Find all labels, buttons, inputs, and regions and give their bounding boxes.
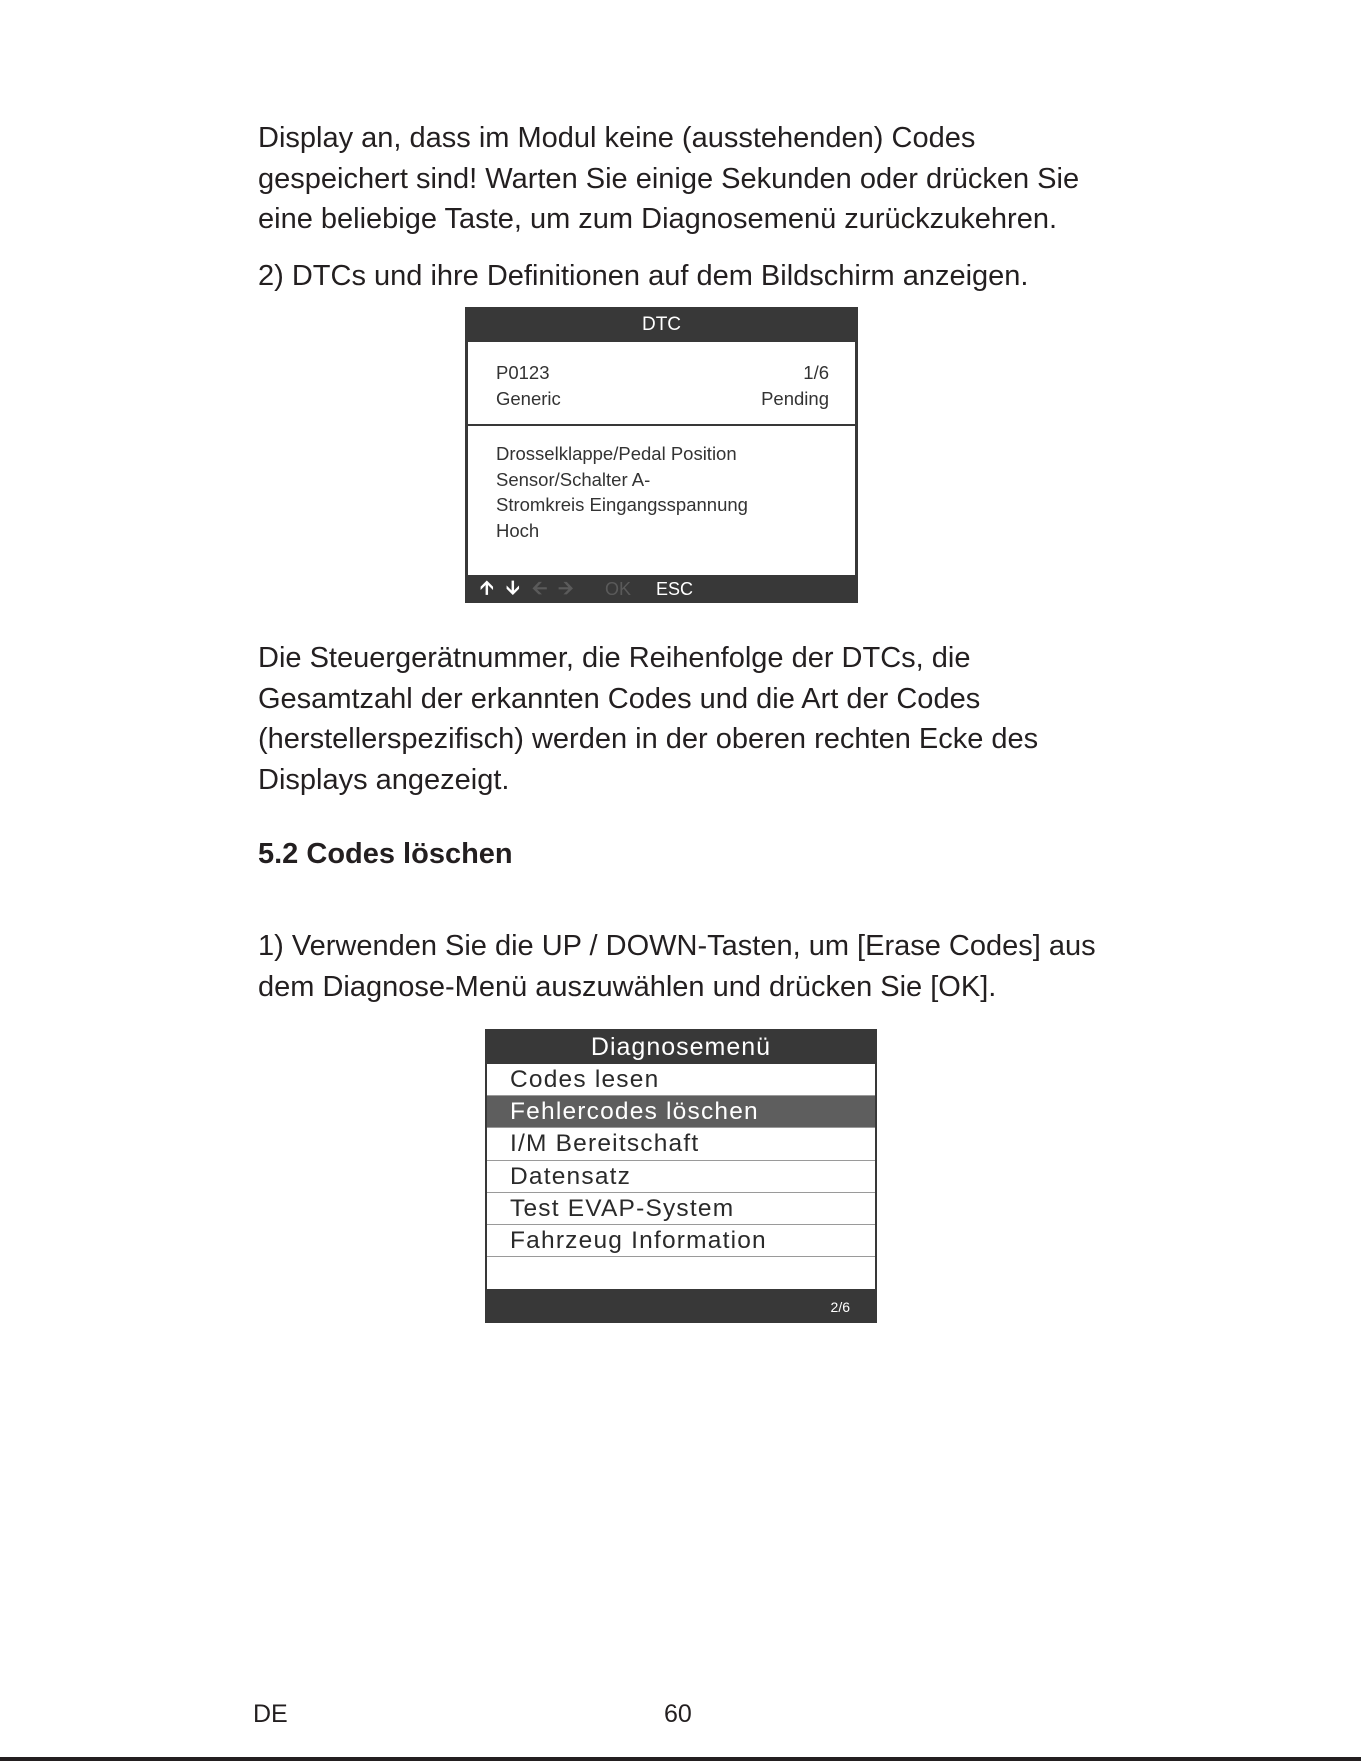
dtc-description-line: Drosselklappe/Pedal Position	[496, 443, 737, 464]
dtc-description-line: Sensor/Schalter A-	[496, 468, 651, 490]
dtc-type-row	[496, 388, 829, 410]
esc-button[interactable]: ESC	[656, 579, 694, 599]
explanation-line: Die Steuergerätnummer, die Reihenfolge der DTCs, die	[258, 642, 971, 674]
menu-item-empty	[487, 1257, 875, 1289]
arrow-right-icon[interactable]: 🡪	[558, 578, 574, 599]
arrow-up-icon[interactable]: 🡩	[480, 578, 494, 599]
explanation-paragraph	[258, 638, 1138, 800]
intro-line: Display an, dass im Modul keine (ausstehenden) Codes	[258, 122, 976, 154]
page-indicator: 2/6	[830, 1299, 850, 1315]
explanation-line: Gesamtzahl der erkannten Codes und die Art der Codes	[258, 682, 981, 715]
dtc-screen	[465, 307, 858, 603]
menu-item-im-bereitschaft[interactable]: I/M Bereitschaft	[487, 1128, 875, 1160]
section-heading: 5.2 Codes löschen	[258, 838, 513, 870]
step1-paragraph	[258, 926, 1138, 1007]
dtc-code: P0123	[496, 362, 550, 383]
dtc-status: Pending	[761, 388, 829, 409]
menu-item-fahrzeug-information[interactable]: Fahrzeug Information	[487, 1225, 875, 1257]
diagnose-menu-screen	[485, 1029, 877, 1323]
intro-paragraph	[258, 118, 1138, 240]
menu-item-fehlercodes-loeschen[interactable]: Fehlercodes löschen	[487, 1096, 875, 1128]
step2-paragraph: 2) DTCs und ihre Definitionen auf dem Bildschirm anzeigen.	[258, 260, 1029, 292]
dtc-counter: 1/6	[803, 362, 829, 383]
arrow-left-icon[interactable]: 🡨	[532, 578, 548, 599]
bottom-rule	[0, 1757, 1361, 1761]
dtc-code-row	[496, 362, 829, 384]
diagnose-menu-footer	[485, 1290, 877, 1323]
dtc-description-panel	[468, 426, 855, 575]
dtc-header-panel	[468, 342, 855, 424]
diagnose-menu-list	[487, 1064, 875, 1289]
diagnose-menu-title: Diagnosemenü	[590, 1033, 772, 1061]
dtc-footer-bar	[465, 575, 858, 603]
dtc-description-line: Hoch	[496, 519, 540, 541]
dtc-type: Generic	[496, 388, 561, 409]
ok-button[interactable]: OK	[605, 579, 632, 599]
menu-item-codes-lesen[interactable]: Codes lesen	[487, 1064, 875, 1096]
dtc-description	[496, 441, 748, 543]
intro-line: eine beliebige Taste, um zum Diagnosemenü zurückzukehren.	[258, 203, 1058, 235]
step1-line: 1) Verwenden Sie die UP / DOWN-Tasten, um [Erase Codes] aus	[258, 930, 1096, 962]
dtc-description-line: Stromkreis Eingangsspannung	[496, 494, 748, 515]
footer-language: DE	[253, 1700, 288, 1728]
dtc-screen-title: DTC	[641, 314, 682, 335]
menu-item-test-evap-system[interactable]: Test EVAP-System	[487, 1193, 875, 1225]
step1-line: dem Diagnose-Menü auszuwählen und drücken Sie [OK].	[258, 970, 997, 1003]
footer-page-number: 60	[664, 1700, 692, 1728]
explanation-line: Displays angezeigt.	[258, 763, 510, 796]
menu-item-datensatz[interactable]: Datensatz	[487, 1161, 875, 1193]
arrow-down-icon[interactable]: 🡫	[506, 578, 520, 599]
explanation-line: (herstellerspezifisch) werden in der oberen rechten Ecke des	[258, 723, 1039, 755]
intro-line: gespeichert sind! Warten Sie einige Sekunden oder drücken Sie	[258, 162, 1080, 195]
